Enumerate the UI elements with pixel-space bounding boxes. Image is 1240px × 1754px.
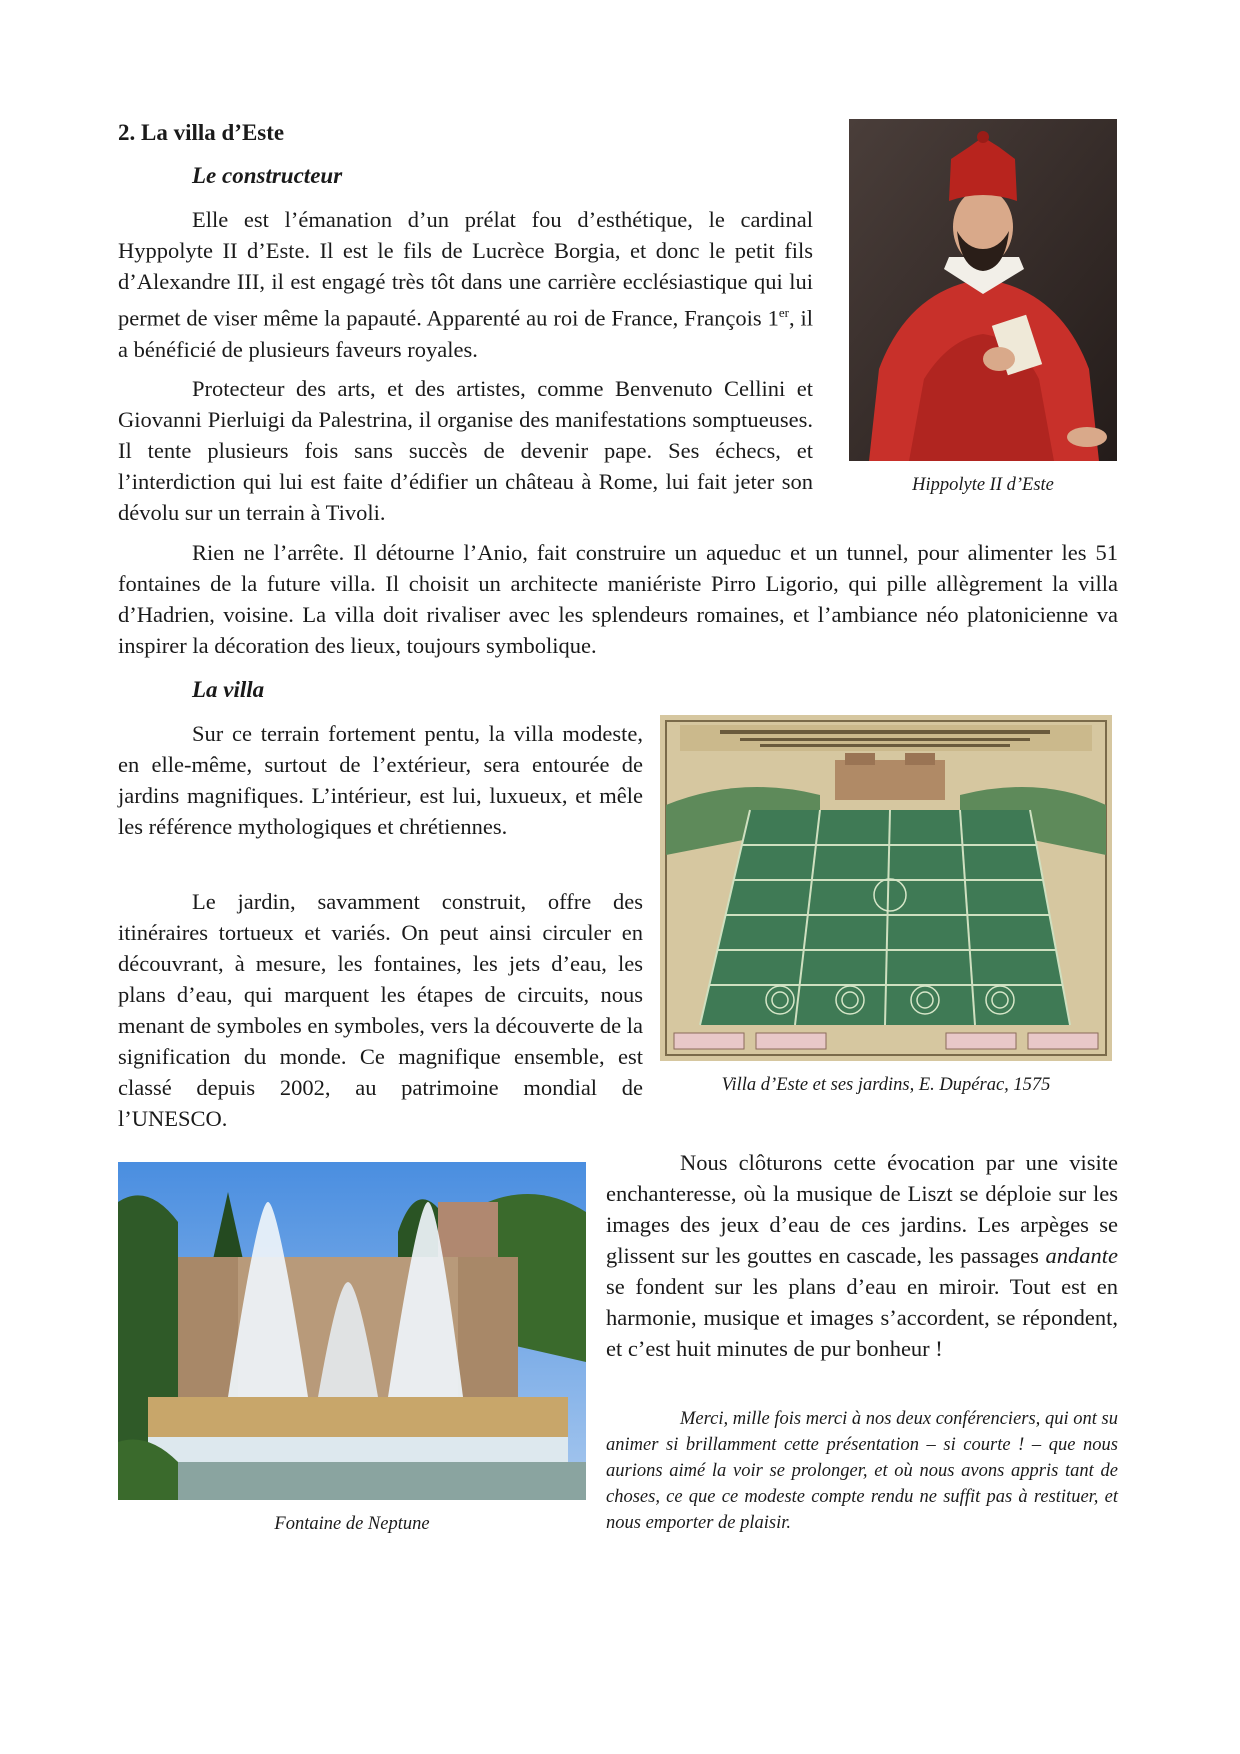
garden-map-caption: Villa d’Este et ses jardins, E. Dupérac, 1575 (721, 1075, 1051, 1095)
portrait-image (849, 119, 1117, 461)
paragraph-1-block (118, 204, 813, 365)
paragraph-2: Protecteur des arts, et des artistes, comme Benvenuto Cellini et Giovanni Pierluigi da Palestrina, il organise des manifestations somptueuses. Il tente plusieurs fois sans succès de devenir pape. Ses échecs, et l’interdiction qui lui est faite d’édifier un château à Rome, lui fait jeter son dévolu sur un terrain à Tivoli. (118, 376, 813, 525)
thanks-block (606, 1406, 1118, 1536)
paragraph-1-text: Elle est l’émanation d’un prélat fou d’esthétique, le cardinal Hyppolyte II d’Este. Il est le fils de Lucrèce Borgia, et donc le petit fils d’Alexandre III, il est engagé très tôt dans une carrière ecclésiastique qui lui permet de viser même la papauté. Apparenté au roi de France, François 1 (118, 207, 813, 331)
paragraph-5-block (118, 886, 643, 1134)
paragraph-1-end: , il a bénéficié de plusieurs faveurs royales. (118, 305, 813, 362)
paragraph-4-block (118, 718, 643, 842)
section-heading: 2. La villa d’Este (118, 120, 285, 145)
subheading-constructeur: Le constructeur (192, 163, 343, 188)
thanks-text: Merci, mille fois merci à nos deux conférenciers, qui ont su animer si brillamment cette présentation – si courte ! – que nous aurions aimé la voir se prolonger, et où nous avons appris tant de choses, ce que ce modeste compte rendu ne suffit pas à restituer, et nous emporter de plaisir. (606, 1409, 1118, 1533)
fountain-image (118, 1162, 586, 1500)
paragraph-5: Le jardin, savamment construit, offre des itinéraires tortueux et variés. On peut ainsi circuler en découvrant, à mesure, les fontaines, les jets d’eau, les plans d’eau, qui marquent les étapes de circuits, nous menant de symboles en symboles, vers la découverte de la signification du monde. Ce magnifique ensemble, est classé depuis 2002, au patrimoine mondial de l’UNESCO. (118, 889, 643, 1131)
paragraph-3-block (118, 537, 1118, 661)
garden-map-image (660, 715, 1112, 1061)
paragraph-6-text-b: se fondent sur les plans d’eau en miroir. Tout est en harmonie, musique et images s’accordent, se répondent, et c’est huit minutes de pur bonheur ! (606, 1274, 1118, 1361)
fountain-caption: Fontaine de Neptune (274, 1514, 430, 1534)
paragraph-2-block (118, 373, 813, 528)
paragraph-6-block (606, 1147, 1118, 1364)
paragraph-6-text-a: Nous clôturons cette évocation par une visite enchanteresse, où la musique de Liszt se déploie sur les images des jeux d’eau de ces jardins. Les arpèges se glissent sur les gouttes en cascade, les passages (606, 1150, 1118, 1268)
paragraph-4: Sur ce terrain fortement pentu, la villa modeste, en elle-même, surtout de l’extérieur, sera entourée de jardins magnifiques. L’intérieur, est lui, luxueux, et mêle les référence mythologiques et chrétiennes. (118, 721, 643, 839)
paragraph-1 (118, 204, 813, 365)
paragraph-6 (606, 1147, 1118, 1364)
portrait-caption: Hippolyte II d’Este (912, 475, 1054, 495)
superscript-er: er (778, 305, 789, 320)
paragraph-3: Rien ne l’arrête. Il détourne l’Anio, fait construire un aqueduc et un tunnel, pour alimenter les 51 fontaines de la future villa. Il choisit un architecte maniériste Pirro Ligorio, qui pille allègrement la villa d’Hadrien, voisine. La villa doit rivaliser avec les splendeurs romaines, et l’ambiance néo platonicienne va inspirer la décoration des lieux, toujours symbolique. (118, 540, 1118, 658)
subheading-villa: La villa (192, 677, 265, 702)
paragraph-6-emphasis: andante (1045, 1243, 1118, 1268)
